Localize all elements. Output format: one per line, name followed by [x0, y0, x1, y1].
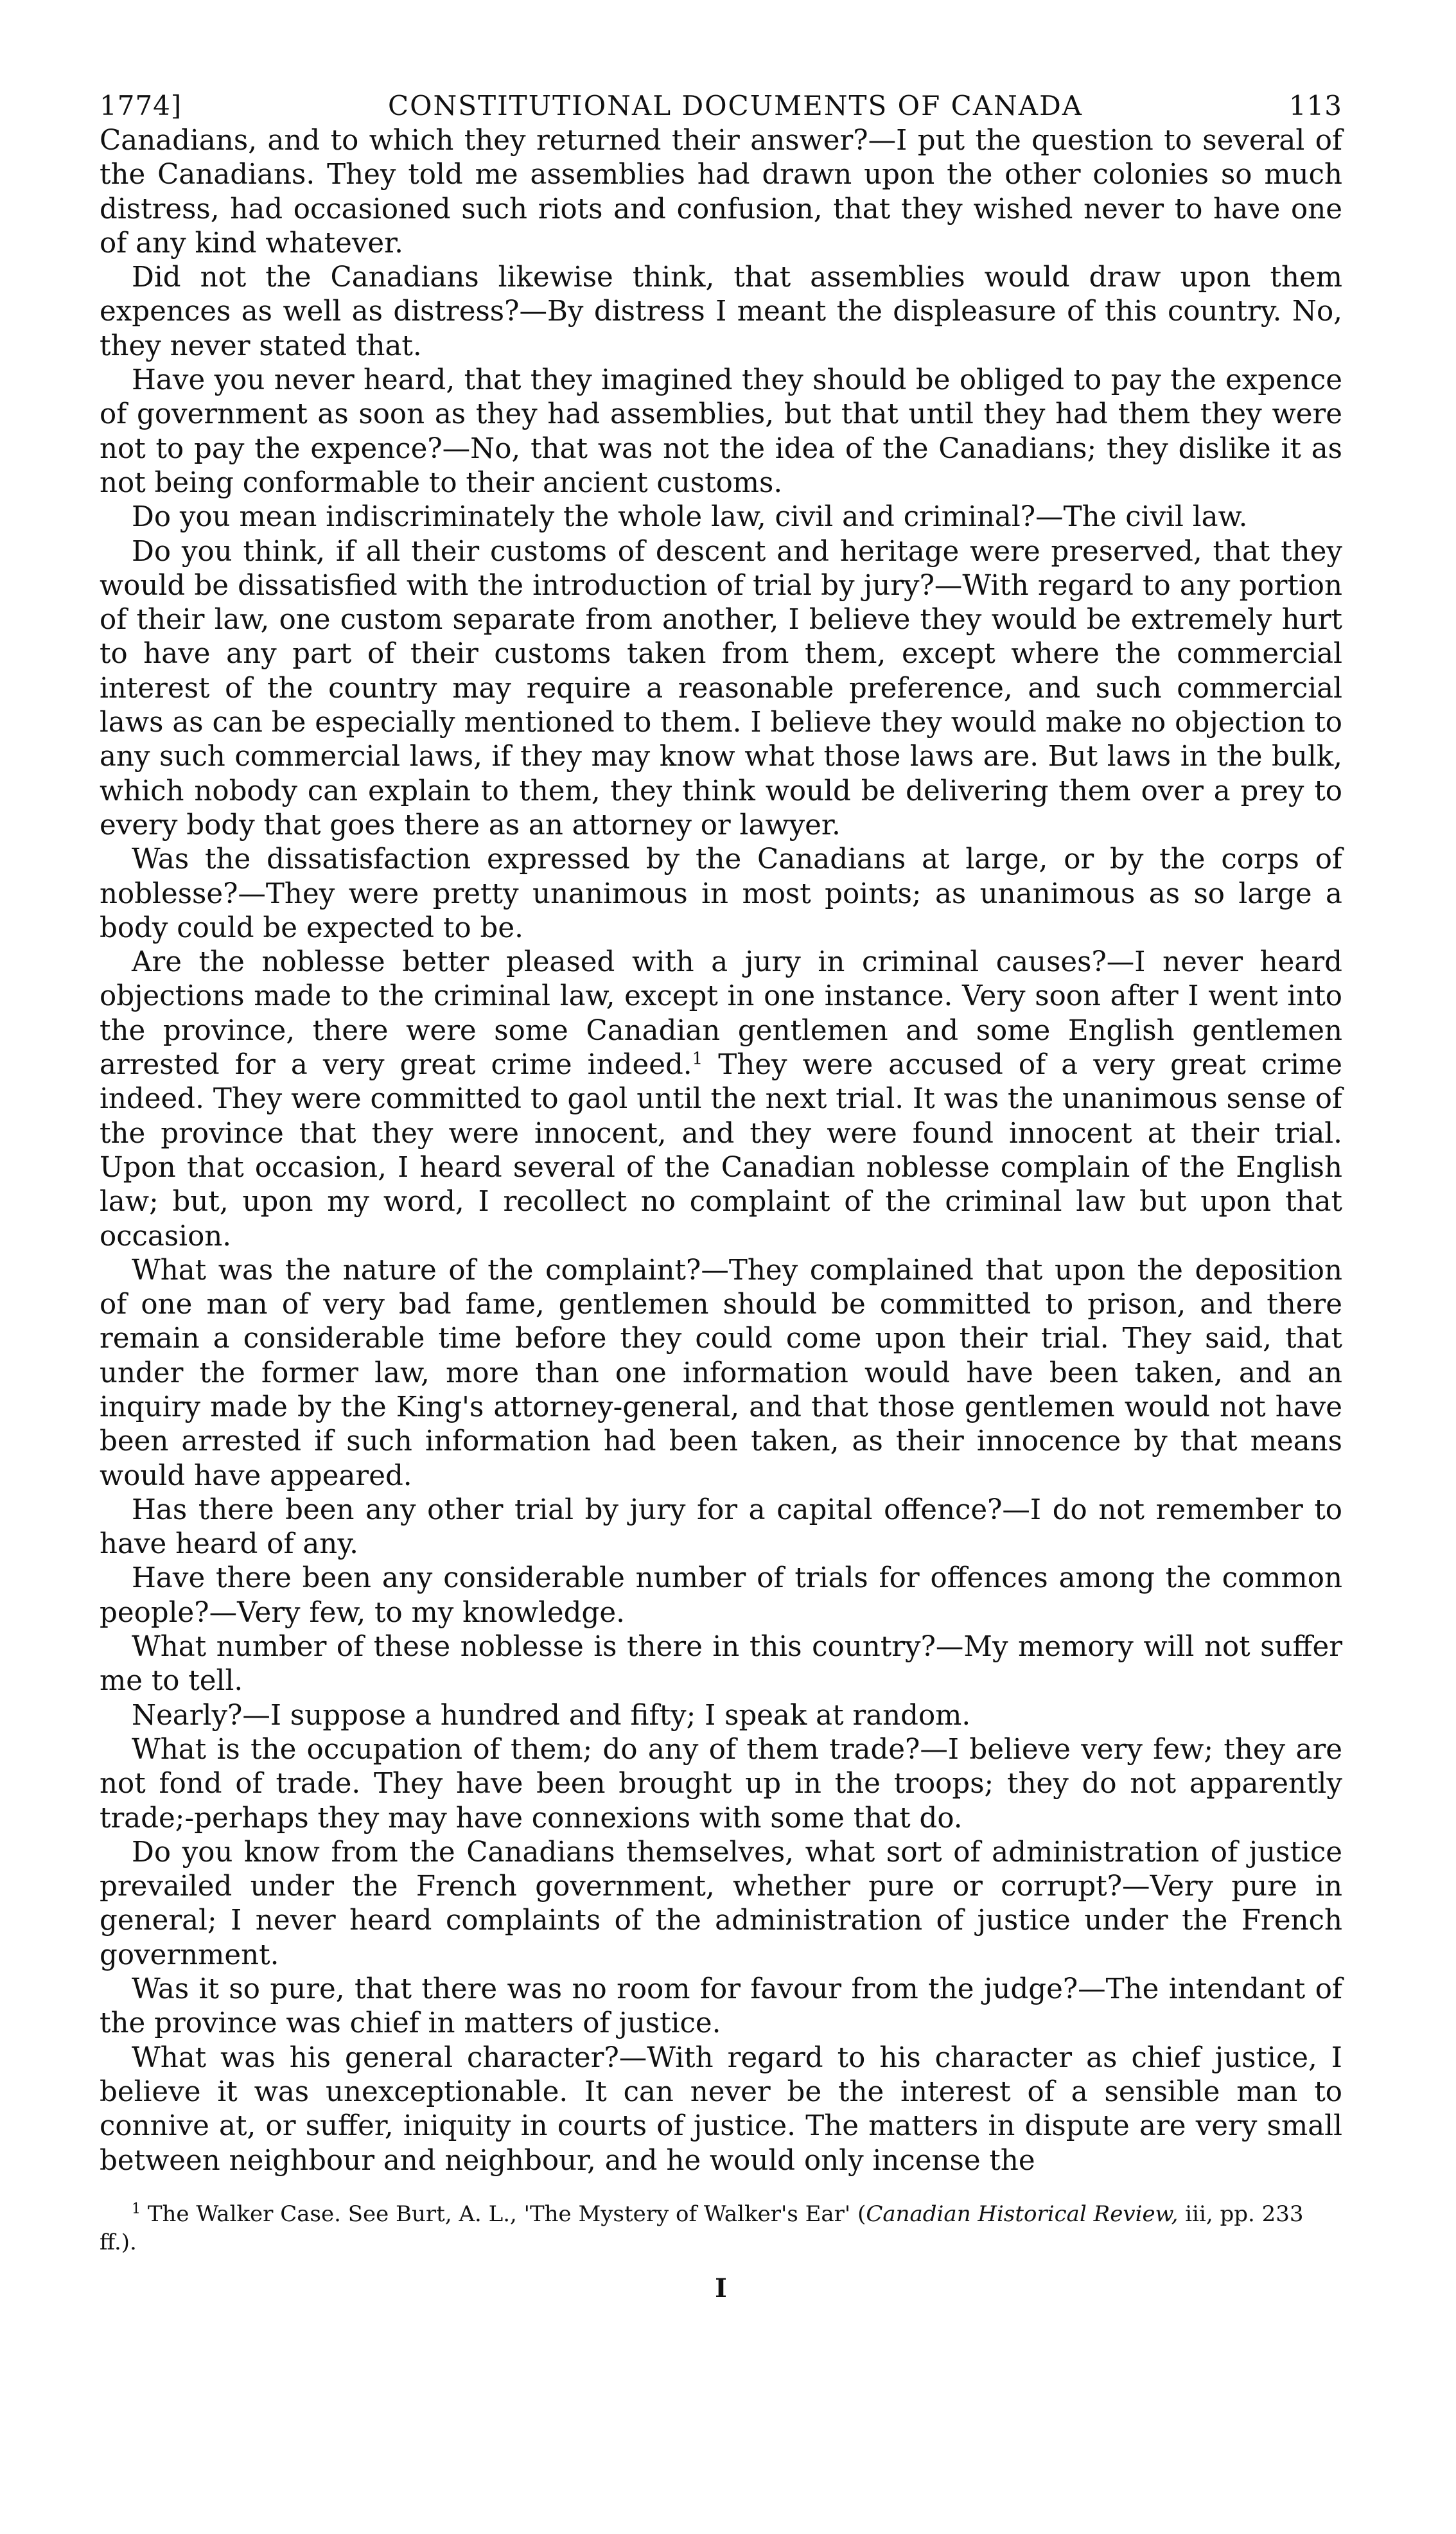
footnote [100, 2200, 1342, 2257]
header-year: 1774] [100, 90, 182, 121]
footnote-mark: 1 [132, 2201, 141, 2217]
page-number: 113 [1288, 90, 1342, 121]
paragraph: Do you think, if all their customs of descent and heritage were preserved, that they would be dissatisfied with the introduction of trial by jury?—With regard to any portion of their law, one custom separate from another, I believe they would be extremely hurt to have any part of their customs taken from them, except where the commercial interest of the country may require a reasonable preference, and such commercial laws as can be especially mentioned to them. I believe they would make no objection to any such commercial laws, if they may know what those laws are. But laws in the bulk, which nobody can explain to them, they think would be delivering them over a prey to every body that goes there as an attorney or lawyer. [100, 535, 1342, 841]
footnote-text: The Walker Case. See Burt, A. L., 'The Mystery of Walker's Ear' ( [147, 2201, 866, 2227]
paragraph: Was it so pure, that there was no room for favour from the judge?—The intendant of the province was chief in matters of justice. [100, 1973, 1342, 2040]
signature-mark: I [715, 2273, 727, 2303]
footnote-text-end: iii, pp. 233 ff.). [100, 2201, 1304, 2255]
paragraph-text: They were accused of a very great crime indeed. They were committed to gaol until the next trial. It was the unanimous sense of the province that they were innocent, and they were found innocent at their trial. Upon that occasion, I heard several of the Canadian noblesse complain of the English law; but, upon my word, I recollect no complaint of the criminal law but upon that occasion. [100, 1049, 1343, 1253]
paragraph: What number of these noblesse is there in this country?—My memory will not suffer me to tell. [100, 1631, 1342, 1698]
paragraph: Has there been any other trial by jury for a capital offence?—I do not remember to have heard of any. [100, 1493, 1342, 1561]
paragraph: Nearly?—I suppose a hundred and fifty; I speak at random. [132, 1699, 971, 1732]
paragraph: What was his general character?—With regard to his character as chief justice, I believe it was unexceptionable. It can never be the interest of a sensible man to connive at, or suffer, iniquity in courts of justice. The matters in dispute are very small between neighbour and neighbour, and he would only incense the [100, 2041, 1342, 2177]
paragraph: Did not the Canadians likewise think, that assemblies would draw upon them expences as well as distress?—By distress I meant the displeasure of this country. No, they never stated that. [100, 261, 1342, 362]
paragraph: Canadians, and to which they returned their answer?—I put the question to several of the Canadians. They told me assemblies had drawn upon the other colonies so much distress, had occasioned such riots and confusion, that they wished never to have one of any kind whatever. [100, 125, 1342, 260]
paragraph-with-footnote [100, 946, 1342, 1254]
body-text [100, 124, 1342, 2178]
paragraph: Have there been any considerable number of trials for offences among the common people?—Very few, to my knowledge. [100, 1562, 1342, 1629]
paragraph: Do you know from the Canadians themselves, what sort of administration of justice prevailed under the French government, whether pure or corrupt?—Very pure in general; I never heard complaints of the administration of justice under the French government. [100, 1836, 1342, 1971]
paragraph: What was the nature of the complaint?—They complained that upon the deposition of one man of very bad fame, gentlemen should be committed to prison, and there remain a considerable time before they could come upon their trial. They said, that under the former law, more than one information would have been taken, and an inquiry made by the King's attorney-general, and that those gentlemen would not have been arrested if such information had been taken, as their innocence by that means would have appeared. [100, 1254, 1342, 1492]
paragraph: Do you mean indiscriminately the whole law, civil and criminal?—The civil law. [132, 501, 1248, 534]
header-title: CONSTITUTIONAL DOCUMENTS OF CANADA [387, 90, 1083, 121]
paragraph: What is the occupation of them; do any of them trade?—I believe very few; they are not fond of trade. They have been brought up in the troops; they do not apparently trade;-perhaps they may have connexions with some that do. [100, 1733, 1342, 1835]
paragraph: Have you never heard, that they imagined they should be obliged to pay the expence of government as soon as they had assemblies, but that until they had them they were not to pay the expence?—No, that was not the idea of the Canadians; they dislike it as not being conformable to their ancient customs. [100, 364, 1342, 499]
document-page [100, 90, 1342, 2303]
paragraph-text: Are the noblesse better pleased with a jury in criminal causes?—I never heard objections made to the criminal law, except in one instance. Very soon after I went into the province, there were some Canadian gentlemen and some English gentlemen arrested for a very great crime indeed. [100, 946, 1342, 1082]
footnote-reference[interactable]: 1 [692, 1049, 703, 1069]
footnote-journal: Canadian Historical Review, [866, 2201, 1179, 2227]
running-header [100, 90, 1342, 121]
paragraph: Was the dissatisfaction expressed by the Canadians at large, or by the corps of noblesse?—They were pretty unanimous in most points; as unanimous as so large a body could be expected to be. [100, 843, 1342, 944]
